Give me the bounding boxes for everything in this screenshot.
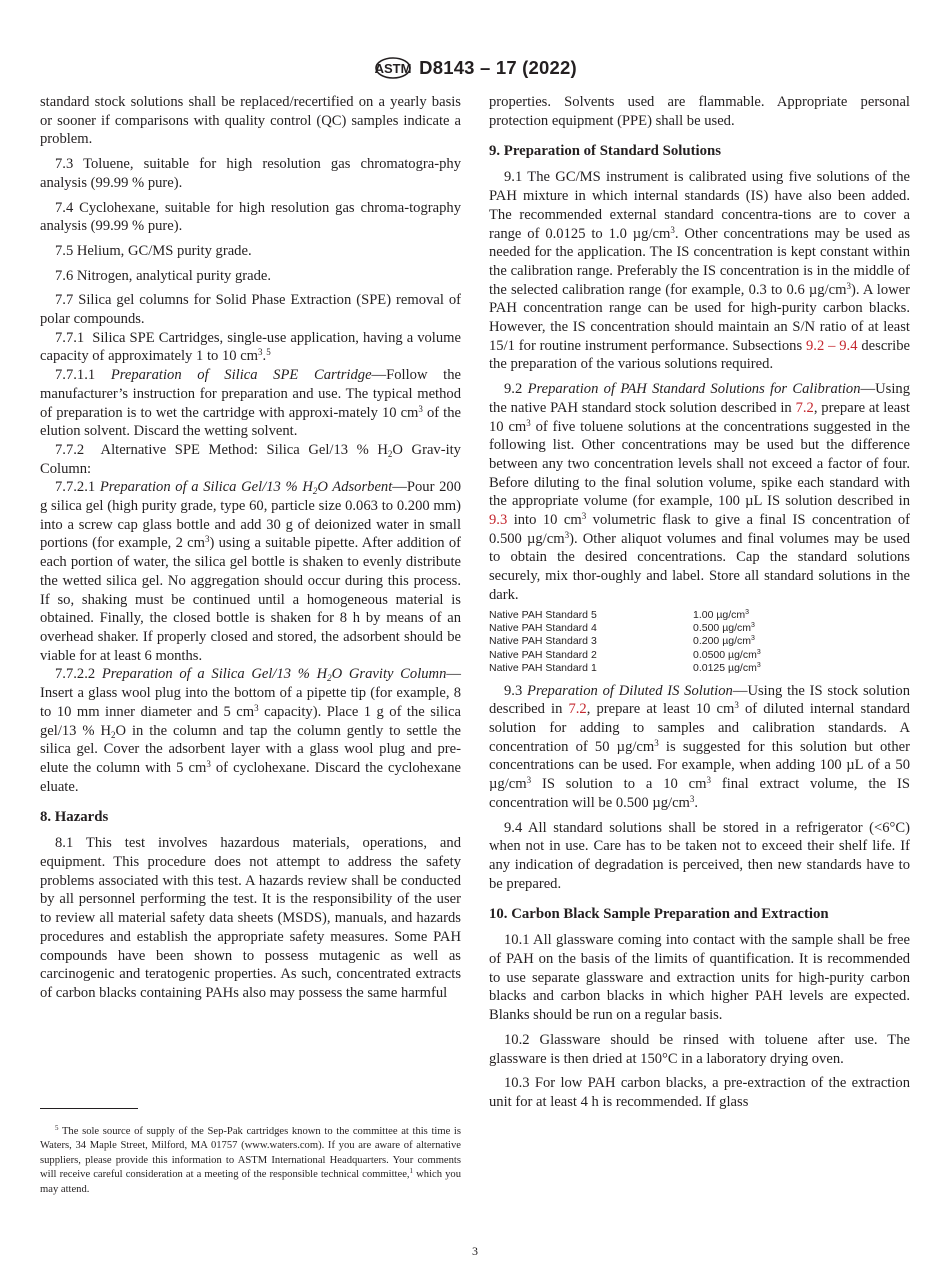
paragraph-9-1: 9.1 The GC/MS instrument is calibrated using five solutions of the PAH mixture in which internal standards (IS) have also been added. The recommended external standard concentra-tions are to cover a range of 0.0125 to 1.0 $\mu g/cm^3$. Other concentrations may be used as needed for the application. The IS concentration is kept constant within the calibration range. Preferably the IS concentration is in the middle of the selected calibration range (for example, 0.3 to 0.6 $\mu g/cm^3$). A lower PAH concentration range can be used for high-purity carbon blacks. However, the IS concentration should maintain an S/N ratio of at least 15/1 for routine instrument performance. Subsections 9.2 – 9.4 describe the preparation of the various solutions required. bbox=[489, 169, 911, 373]
paragraph-7-3: 7.3 Toluene, suitable for high resolution gas chromatogra-phy analysis (99.99 % pure). bbox=[40, 156, 461, 191]
footnote-ref-5[interactable]: 5 bbox=[266, 347, 271, 358]
page-header bbox=[0, 54, 950, 82]
paragraph-8-1-continued: properties. Solvents used are flammable. Appropriate personal protection equipment (PPE) shall be used. bbox=[489, 94, 910, 129]
list-item: Native PAH Standard 4 0.500 $\mu g/cm^3$ bbox=[489, 621, 755, 634]
svg-text:ASTM: ASTM bbox=[374, 61, 412, 76]
section-heading-hazards: 8. Hazards bbox=[40, 809, 109, 826]
paragraph-7-2-continued: standard stock solutions shall be replaced/recertified on a yearly basis or sooner if comparisons with quality control (QC) samples indicate a problem. bbox=[40, 94, 461, 148]
section-heading-standard-solutions: 9. Preparation of Standard Solutions bbox=[489, 143, 721, 160]
paragraph-10-1: 10.1 All glassware coming into contact with the sample shall be free of PAH on the basis of the limits of quantification. It is recommended to use separate glassware and extraction units for high-purity carbon blacks and carbon blacks in which higher PAH levels are expected. Blanks should be run on a regular basis. bbox=[489, 932, 910, 1024]
astm-logo-icon bbox=[373, 54, 413, 82]
paragraph-7-7-2: 7.7.2 Alternative SPE Method: Silica Gel/13 % $H_2O$ Grav-ity Column: bbox=[40, 441, 461, 477]
paragraph-9-4: 9.4 All standard solutions shall be stored in a refrigerator (<6°C) when not in use. Care has to be taken not to exceed their shelf life. If any indication of degradation is perceived, then new standards have to be prepared. bbox=[489, 819, 910, 892]
list-item: Native PAH Standard 3 0.200 $\mu g/cm^3$ bbox=[489, 635, 755, 648]
paragraph-10-2: 10.2 Glassware should be rinsed with toluene after use. The glassware is then dried at 150°C in a laboratory drying oven. bbox=[489, 1031, 910, 1067]
xref-7-2[interactable]: 7.2 bbox=[568, 701, 587, 718]
xref-7-2[interactable]: 7.2 bbox=[795, 399, 814, 416]
paragraph-9-3: 9.3 Preparation of Diluted IS Solution—Using the IS stock solution described in 7.2, prepare at least 10 $cm^3$ of diluted internal standard solution for adding to samples and calibration standards. A concentration of 50 $\mu g/cm^3$ is suggested for this solution but other concentrations can be used. For example, when adding 100 µL of a 50 $\mu g/cm^3$ IS solution to a 10 $cm^3$ final extract volume, the IS concentration will be 0.500 $\mu g/cm^3$. bbox=[489, 682, 911, 811]
paragraph-7-7-2-1: 7.7.2.1 Preparation of a Silica Gel/13 % $H_2O$ Adsorbent—Pour 200 g silica gel (high purity grade, type 60, particle size 0.063 to 0.200 mm) into a screw cap glass bottle and add 30 g of deionized water in small portions (for example, 2 $cm^3$) using a suitable pipette. After addition of each portion of water, the silica gel bottle is shaken to evenly distribute the wetted silica gel. No aggregation should occur during this process. If so, shaking must be continued until a homogeneous material is obtained. Finally, the closed bottle is shaken for 8 h by means of an overhead shaker. If properly closed and stored, the adsorbent should be viable for at least 6 months. bbox=[40, 479, 462, 664]
paragraph-9-2: 9.2 Preparation of PAH Standard Solutions for Calibration—Using the native PAH standard stock solution described in 7.2, prepare at least 10 $cm^3$ of five toluene solutions at the concentrations suggested in the following list. Other concentrations may be used but the difference between any two concentration levels shall not exceed a factor of four. Before diluting to the final solution volume, spike each standard with the appropriate volume (for example, 100 µL IS solution described in 9.3 into 10 $cm^3$ volumetric flask to give a final IS concentration of 0.500 $\mu g/cm^3$). Other aliquot volumes and final volumes may be used to obtain the desired concentrations. Cap the standard solutions securely, mix thor-oughly and label. Store all standard solutions in the dark. bbox=[489, 381, 910, 603]
left-column bbox=[40, 93, 461, 1009]
paragraph-7-7-1: 7.7.1 Silica SPE Cartridges, single-use application, having a volume capacity of approximately 1 to 10 $cm^3.^5$ bbox=[40, 329, 461, 365]
page-number: 3 bbox=[472, 1244, 478, 1258]
paragraph-7-7: 7.7 Silica gel columns for Solid Phase Extraction (SPE) removal of polar compounds. bbox=[40, 292, 461, 328]
list-item: Native PAH Standard 5 1.00 $\mu g/cm^3$ bbox=[489, 608, 750, 621]
right-column bbox=[489, 93, 910, 1118]
document-designation: D8143 – 17 (2022) bbox=[419, 57, 577, 78]
paragraph-7-7-2-2: 7.7.2.2 Preparation of a Silica Gel/13 % $H_2O$ Gravity Column—Insert a glass wool plug into the bottom of a pipette tip (for example, 8 to 10 mm inner diameter and 5 $cm^3$ capacity). Place 1 g of the silica gel/13 % $H_2O$ in the column and tap the column gently to settle the silica gel. Cover the adsorbent layer with a glass wool plug and pre-elute the column with 5 $cm^3$ of cyclohexane. Discard the cyclohexane eluate. bbox=[40, 666, 461, 795]
section-heading-sample-preparation: 10. Carbon Black Sample Preparation and Extraction bbox=[489, 906, 829, 923]
paragraph-7-5: 7.5 Helium, GC/MS purity grade. bbox=[55, 242, 252, 259]
xref-9-3[interactable]: 9.3 bbox=[489, 512, 508, 529]
footnote-ref-1[interactable]: 1 bbox=[409, 1167, 414, 1176]
list-item: Native PAH Standard 2 0.0500 $\mu g/cm^3$ bbox=[489, 648, 761, 661]
paragraph-8-1: 8.1 This test involves hazardous materials, operations, and equipment. This procedure does not attempt to address the safety problems associated with this test. A hazards review shall be conducted by all personnel performing the test. It is the responsibility of the user to review all material safety data sheets (MSDS), manuals, and hazards procedures and establish the appropriate safety measures. Some PAH compounds have been shown to possess mutagenic as well as carcinogenic and teratogenic properties. As such, concentrated extracts of carbon blacks containing PAHs also may possess the same harmful bbox=[40, 835, 461, 1001]
paragraph-7-7-1-1: 7.7.1.1 Preparation of Silica SPE Cartridge—Follow the manufacturer’s instruction for preparation and use. The typical method of preparation is to wet the cartridge with approxi-mately 10 $cm^3$ of the elution solvent. Discard the wetting solvent. bbox=[40, 367, 461, 440]
paragraph-10-3: 10.3 For low PAH carbon blacks, a pre-extraction of the extraction unit for at least 4 h is recommended. If glass bbox=[489, 1075, 910, 1110]
standards-list bbox=[489, 609, 910, 676]
paragraph-7-6: 7.6 Nitrogen, analytical purity grade. bbox=[55, 267, 271, 284]
footnote-divider bbox=[40, 1108, 138, 1109]
footnote-5: $^5$ The sole source of supply of the Sep-Pak cartridges known to the committee at this time is Waters, 34 Maple Street, Milford, MA 01757 (www.waters.com). If you are aware of alternative suppliers, please provide this information to ASTM International Headquarters. Your comments will receive careful consideration at a meeting of the responsible technical committee,$^1$ which you may attend. bbox=[40, 1124, 461, 1195]
xref-9-2-to-9-4[interactable]: 9.2 – 9.4 bbox=[806, 337, 858, 354]
list-item: Native PAH Standard 1 0.0125 $\mu g/cm^3$ bbox=[489, 662, 761, 675]
paragraph-7-4: 7.4 Cyclohexane, suitable for high resolution gas chroma-tography analysis (99.99 % pure). bbox=[40, 199, 461, 235]
